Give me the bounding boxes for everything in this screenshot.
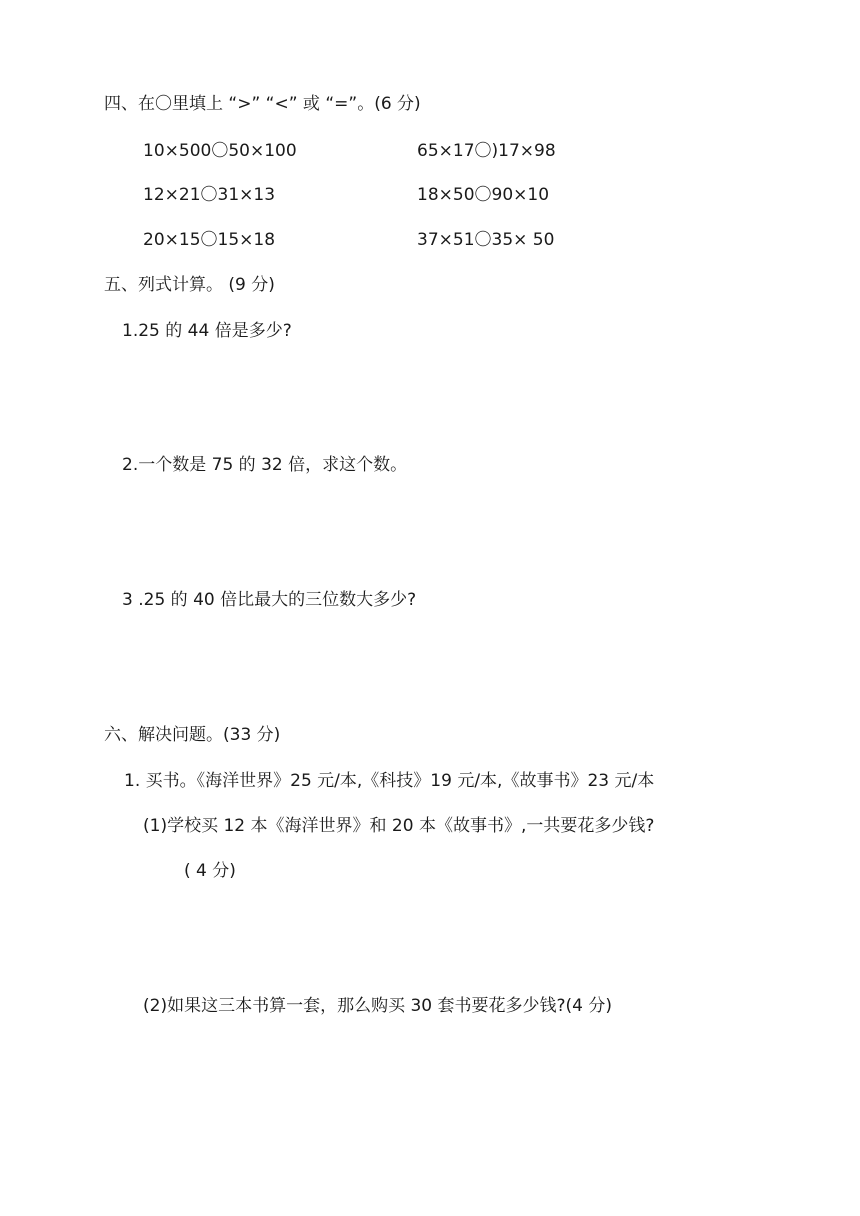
comparison-row-2-right: 18×50〇90×10 — [417, 185, 550, 205]
comparison-row-1-left: 10×500〇50×100 — [143, 141, 297, 161]
section-6-title: 六、解决问题。(33 分) — [104, 725, 281, 745]
section-4-title: 四、在〇里填上 “>” “<” 或 “=”。(6 分) — [104, 94, 421, 114]
calc-problem-1: 1.25 的 44 倍是多少? — [122, 321, 292, 341]
calc-problem-2: 2.一个数是 75 的 32 倍，求这个数。 — [122, 455, 408, 475]
comparison-row-1-right: 65×17〇)17×98 — [417, 141, 556, 161]
section-5-title: 五、列式计算。 (9 分) — [104, 275, 275, 295]
comparison-row-2-left: 12×21〇31×13 — [143, 185, 276, 205]
comparison-row-3-right: 37×51〇35× 50 — [417, 230, 555, 250]
word-problem-1-intro: 1. 买书。《海洋世界》25 元/本,《科技》19 元/本,《故事书》23 元/本 — [124, 771, 655, 791]
word-problem-1-question-1-points: ( 4 分) — [184, 861, 236, 881]
word-problem-1-question-2: (2)如果这三本书算一套，那么购买 30 套书要花多少钱?(4 分) — [143, 996, 613, 1016]
calc-problem-3: 3 .25 的 40 倍比最大的三位数大多少? — [122, 590, 417, 610]
comparison-row-3-left: 20×15〇15×18 — [143, 230, 276, 250]
word-problem-1-question-1: (1)学校买 12 本《海洋世界》和 20 本《故事书》,一共要花多少钱? — [143, 816, 655, 836]
